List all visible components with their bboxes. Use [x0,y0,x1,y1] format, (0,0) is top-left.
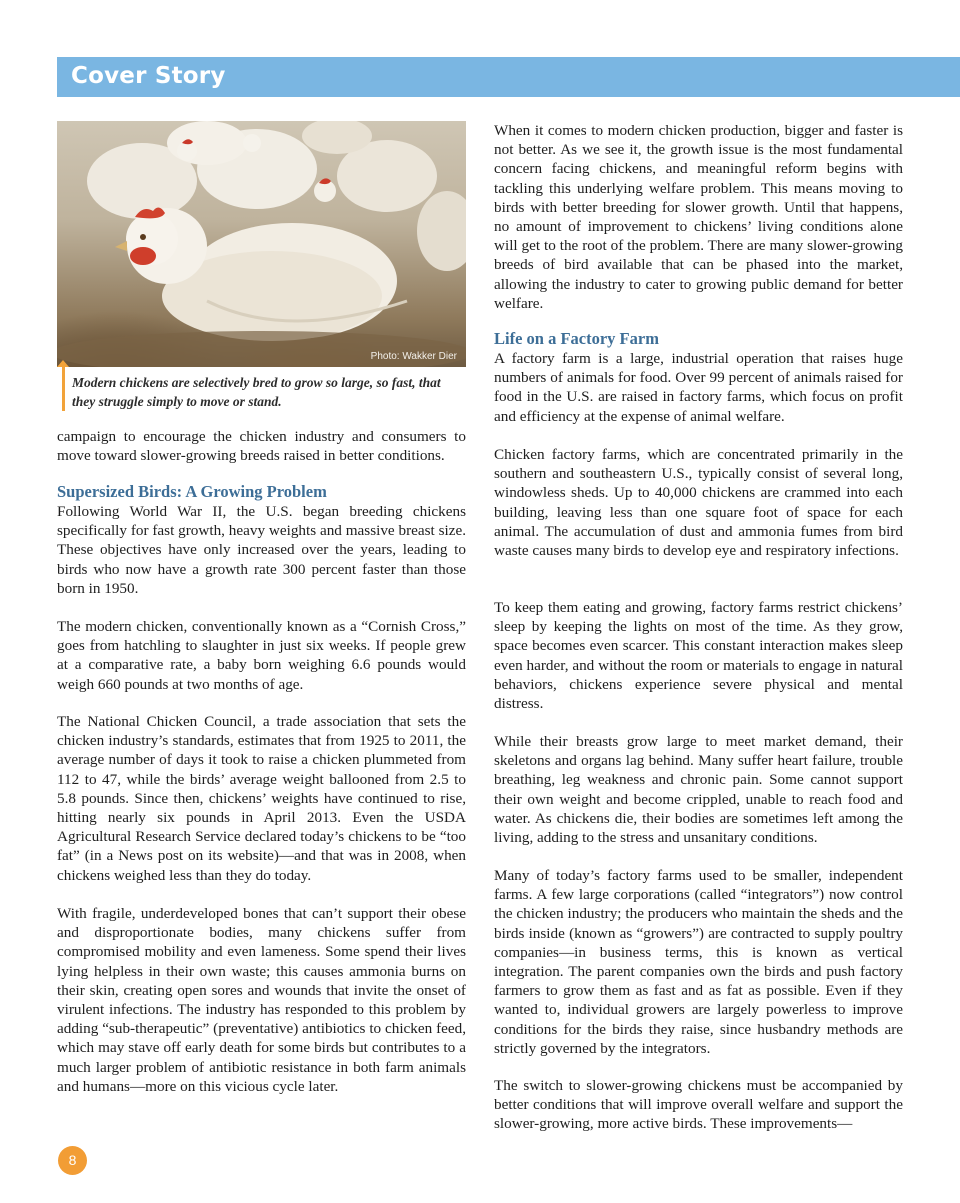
left-paragraph: With fragile, underdeveloped bones that can’t support their obese and disproportionate bodies, many chickens suffer from compromised mobility and even lameness. Some spend their lives lying helpless in their own waste; this causes ammonia burns on their skin, creating open sores and wounds that invite the onset of virulent infections. The industry has responded to this problem by adding “sub-therapeutic” (preventative) antibiotics to chicken feed, which may stave off early death for some birds but contributes to a much larger problem of antibiotic resistance in both farm animals and humans—more on this vicious cycle later. [57,905,466,1095]
right-paragraph: Many of today’s factory farms used to be smaller, independent farms. A few large corporations (called “integrators”) now control the chicken industry; the producers who maintain the sheds and the birds inside (known as “growers”) are contracted to supply poultry companies—in business terms, this is known as vertical integration. The parent companies own the birds and push factory farmers to grow them as fast and as fat as possible. Even if they wanted to, individual growers are largely powerless to improve conditions for the birds they raise, since husbandry methods are strictly governed by the integrators. [494,867,903,1057]
section-heading-supersized: Supersized Birds: A Growing Problem [57,482,327,501]
right-paragraph: To keep them eating and growing, factory farms restrict chickens’ sleep by keeping the lights on most of the time. As they grow, space becomes even scarcer. This constant interaction makes sleep even harder, and without the room or materials to engage in natural behaviors, chickens experience severe physical and mental distress. [494,599,903,713]
left-paragraph: Following World War II, the U.S. began breeding chickens specifically for fast growth, heavy weights and massive breast size. These objectives have only increased over the years, leading to birds who now have a growth rate 300 percent faster than those born in 1950. [57,503,466,597]
page-number: 8 [58,1146,87,1175]
section-heading-factory-farm: Life on a Factory Farm [494,329,659,348]
caption-marker-icon [57,360,69,367]
right-paragraph: A factory farm is a large, industrial operation that raises huge numbers of animals for food. Over 99 percent of animals raised for food in the U.S. are raised in factory farms, which focus on profit and efficiency at the expense of animal welfare. [494,350,903,425]
section-banner [57,57,960,97]
chicken-illustration [57,121,466,367]
right-paragraph: Chicken factory farms, which are concentrated primarily in the southern and southeastern U.S., typically consist of several long, windowless sheds. Up to 40,000 chickens are crammed into each building, leaving less than one square foot of space for each animal. The accumulation of dust and ammonia fumes from bird waste causes many birds to develop eye and respiratory infections. [494,446,903,560]
right-intro: When it comes to modern chicken production, bigger and faster is not better. As we see it, the growth issue is the most fundamental concern facing chickens, and meaningful reform begins with tackling this underlying welfare problem. This means moving to birds with better breeding for slower growth. Until that happens, no amount of improvement to chickens’ living conditions alone will get to the root of the problem. There are many slower-growing breeds of bird available that can be phased into the market, allowing the industry to cater to growing public demand for better welfare. [494,122,903,312]
chicken-photo [57,121,466,367]
section-label: Cover Story [71,63,226,89]
left-paragraph: The modern chicken, conventionally known as a “Cornish Cross,” goes from hatchling to slaughter in just six weeks. If people grew at a comparative rate, a baby born weighing 6.6 pounds would weigh 660 pounds at two months of age. [57,618,466,693]
caption-accent-bar [62,367,65,411]
photo-caption-block [57,367,466,413]
photo-caption: Modern chickens are selectively bred to grow so large, so fast, that they struggle simply to move or stand. [72,375,441,409]
right-paragraph: The switch to slower-growing chickens must be accompanied by better conditions that will improve overall welfare and support the slower-growing, more active birds. These improvements— [494,1077,903,1133]
photo-credit: Photo: Wakker Dier [370,351,457,362]
intro-continuation: campaign to encourage the chicken industry and consumers to move toward slower-growing breeds raised in better conditions. [57,428,466,465]
right-paragraph: While their breasts grow large to meet market demand, their skeletons and organs lag behind. Many suffer heart failure, trouble breathing, leg weakness and chronic pain. Some cannot support their own weight and become crippled, unable to reach food and water. As chickens die, their bodies are sometimes left among the living, adding to the stress and unsanitary conditions. [494,733,903,847]
left-paragraph: The National Chicken Council, a trade association that sets the chicken industry’s standards, estimates that from 1925 to 2011, the average number of days it took to raise a chicken plummeted from 112 to 47, while the birds’ average weight ballooned from 2.5 to 5.8 pounds. Since then, chickens’ weights have continued to rise, hitting nearly six pounds in April 2013. Even the USDA Agricultural Research Service declared today’s chickens to be “too fat” (in a News post on its website)—and that was in 2008, when chickens weighed less than they do today. [57,713,466,884]
